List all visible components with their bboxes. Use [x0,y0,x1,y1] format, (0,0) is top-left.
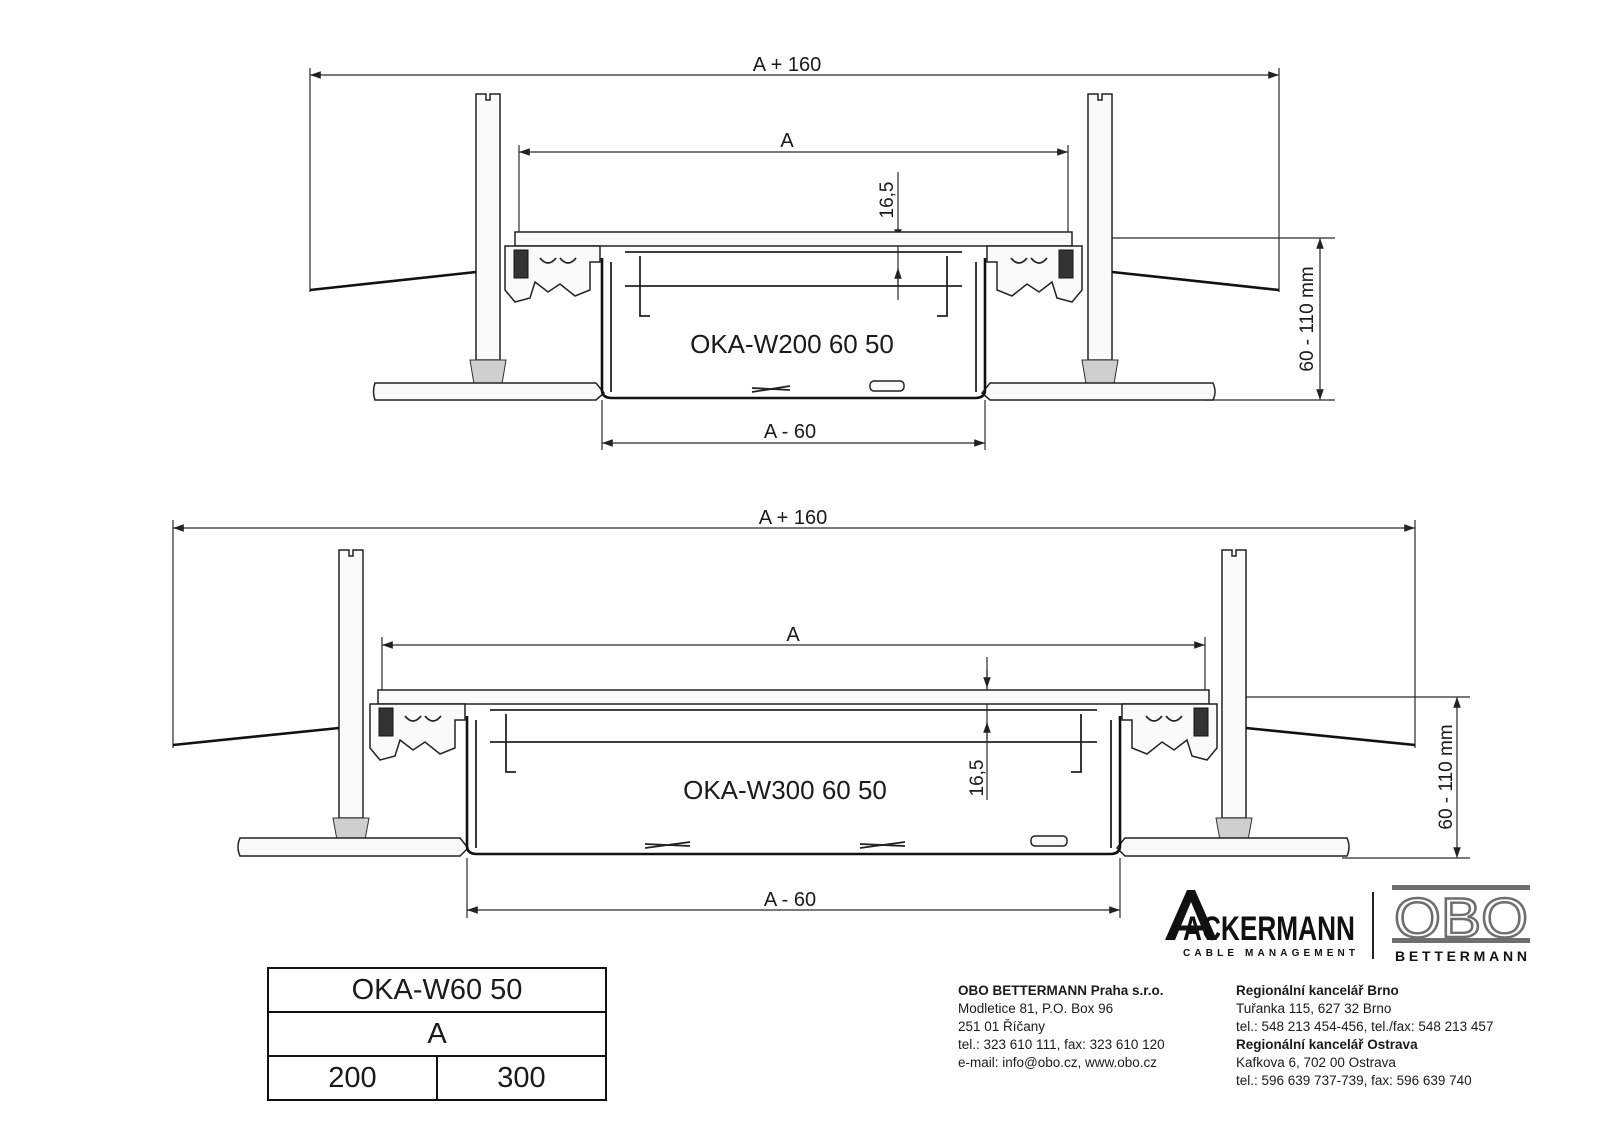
obo-logo [1392,885,1530,963]
view-oka-w300 [173,507,1470,918]
contact-hq-phone: tel.: 323 610 111, fax: 323 610 120 [958,1037,1165,1052]
spec-table-value: 300 [436,1057,605,1099]
support-post-right [1216,550,1252,840]
tray-cover [515,232,1072,246]
ackermann-name: ACKERMANN [1183,910,1355,948]
support-post-left [333,550,369,840]
contact-hq-email: e-mail: info@obo.cz, www.obo.cz [958,1055,1158,1070]
contact-hq [958,982,1165,1072]
tension-wire-left [173,728,339,745]
spec-table-values-row [269,1057,605,1099]
dim-width-label: A [786,624,800,646]
contact-brno-phone: tel.: 548 213 454-456, tel./fax: 548 213 457 [1236,1019,1494,1034]
contact-brno-address: Tuřanka 115, 627 32 Brno [1236,1001,1392,1016]
dim-height-label: 60 - 110 mm [1297,266,1318,372]
view-oka-w200 [310,54,1335,450]
base-plate-right [1117,838,1349,856]
spec-table-value: 200 [328,1061,377,1094]
spec-table-title: OKA-W60 50 [351,973,523,1006]
ackermann-logo [1163,888,1358,958]
edge-profile-right [1071,704,1217,772]
spec-table-header-row [269,1013,605,1057]
edge-profile-left [370,704,516,772]
base-plate-left [238,838,468,856]
dim-overall-label: A + 160 [758,507,828,529]
logo-divider [1372,892,1374,959]
contact-ostrava-name: Regionální kancelář Ostrava [1236,1037,1418,1052]
contact-ostrava-phone: tel.: 596 639 737-739, fax: 596 639 740 [1236,1073,1472,1088]
obo-tagline: BETTERMANN [1395,948,1527,964]
product-label: OKA-W200 60 50 [690,329,894,359]
dim-depth-label: 16,5 [967,759,988,797]
tension-wire-right [1246,728,1415,745]
spec-table [267,967,607,1101]
contact-ostrava-address: Kafkova 6, 702 00 Ostrava [1236,1055,1396,1070]
contact-regional [1236,982,1493,1090]
contact-hq-city: 251 01 Říčany [958,1019,1046,1034]
dim-depth-label: 16,5 [877,181,898,219]
product-label: OKA-W300 60 50 [683,775,887,805]
tray-body [602,258,985,398]
base-plate-right [982,383,1215,400]
tension-wire-left [310,272,476,290]
contact-brno-name: Regionální kancelář Brno [1236,983,1399,998]
edge-profile-left [505,246,650,316]
dim-bottom-label: A - 60 [763,889,817,911]
dim-width-label: A [780,130,794,152]
contact-hq-name: OBO BETTERMANN Praha s.r.o. [958,983,1164,998]
tension-wire-right [1112,272,1279,290]
dim-height-label: 60 - 110 mm [1436,724,1457,830]
ackermann-tagline: CABLE MANAGEMENT [1183,948,1355,959]
dim-bottom-label: A - 60 [763,421,817,443]
spec-table-title-row [269,969,605,1013]
spec-table-header: A [427,1017,447,1050]
base-plate-left [374,383,605,400]
edge-profile-right [937,246,1082,316]
obo-name: OBO [1394,886,1528,949]
support-post-left [470,94,506,384]
support-post-right [1082,94,1118,384]
tray-cover [378,690,1209,704]
dim-overall-label: A + 160 [752,54,822,76]
contact-hq-address: Modletice 81, P.O. Box 96 [958,1001,1114,1016]
